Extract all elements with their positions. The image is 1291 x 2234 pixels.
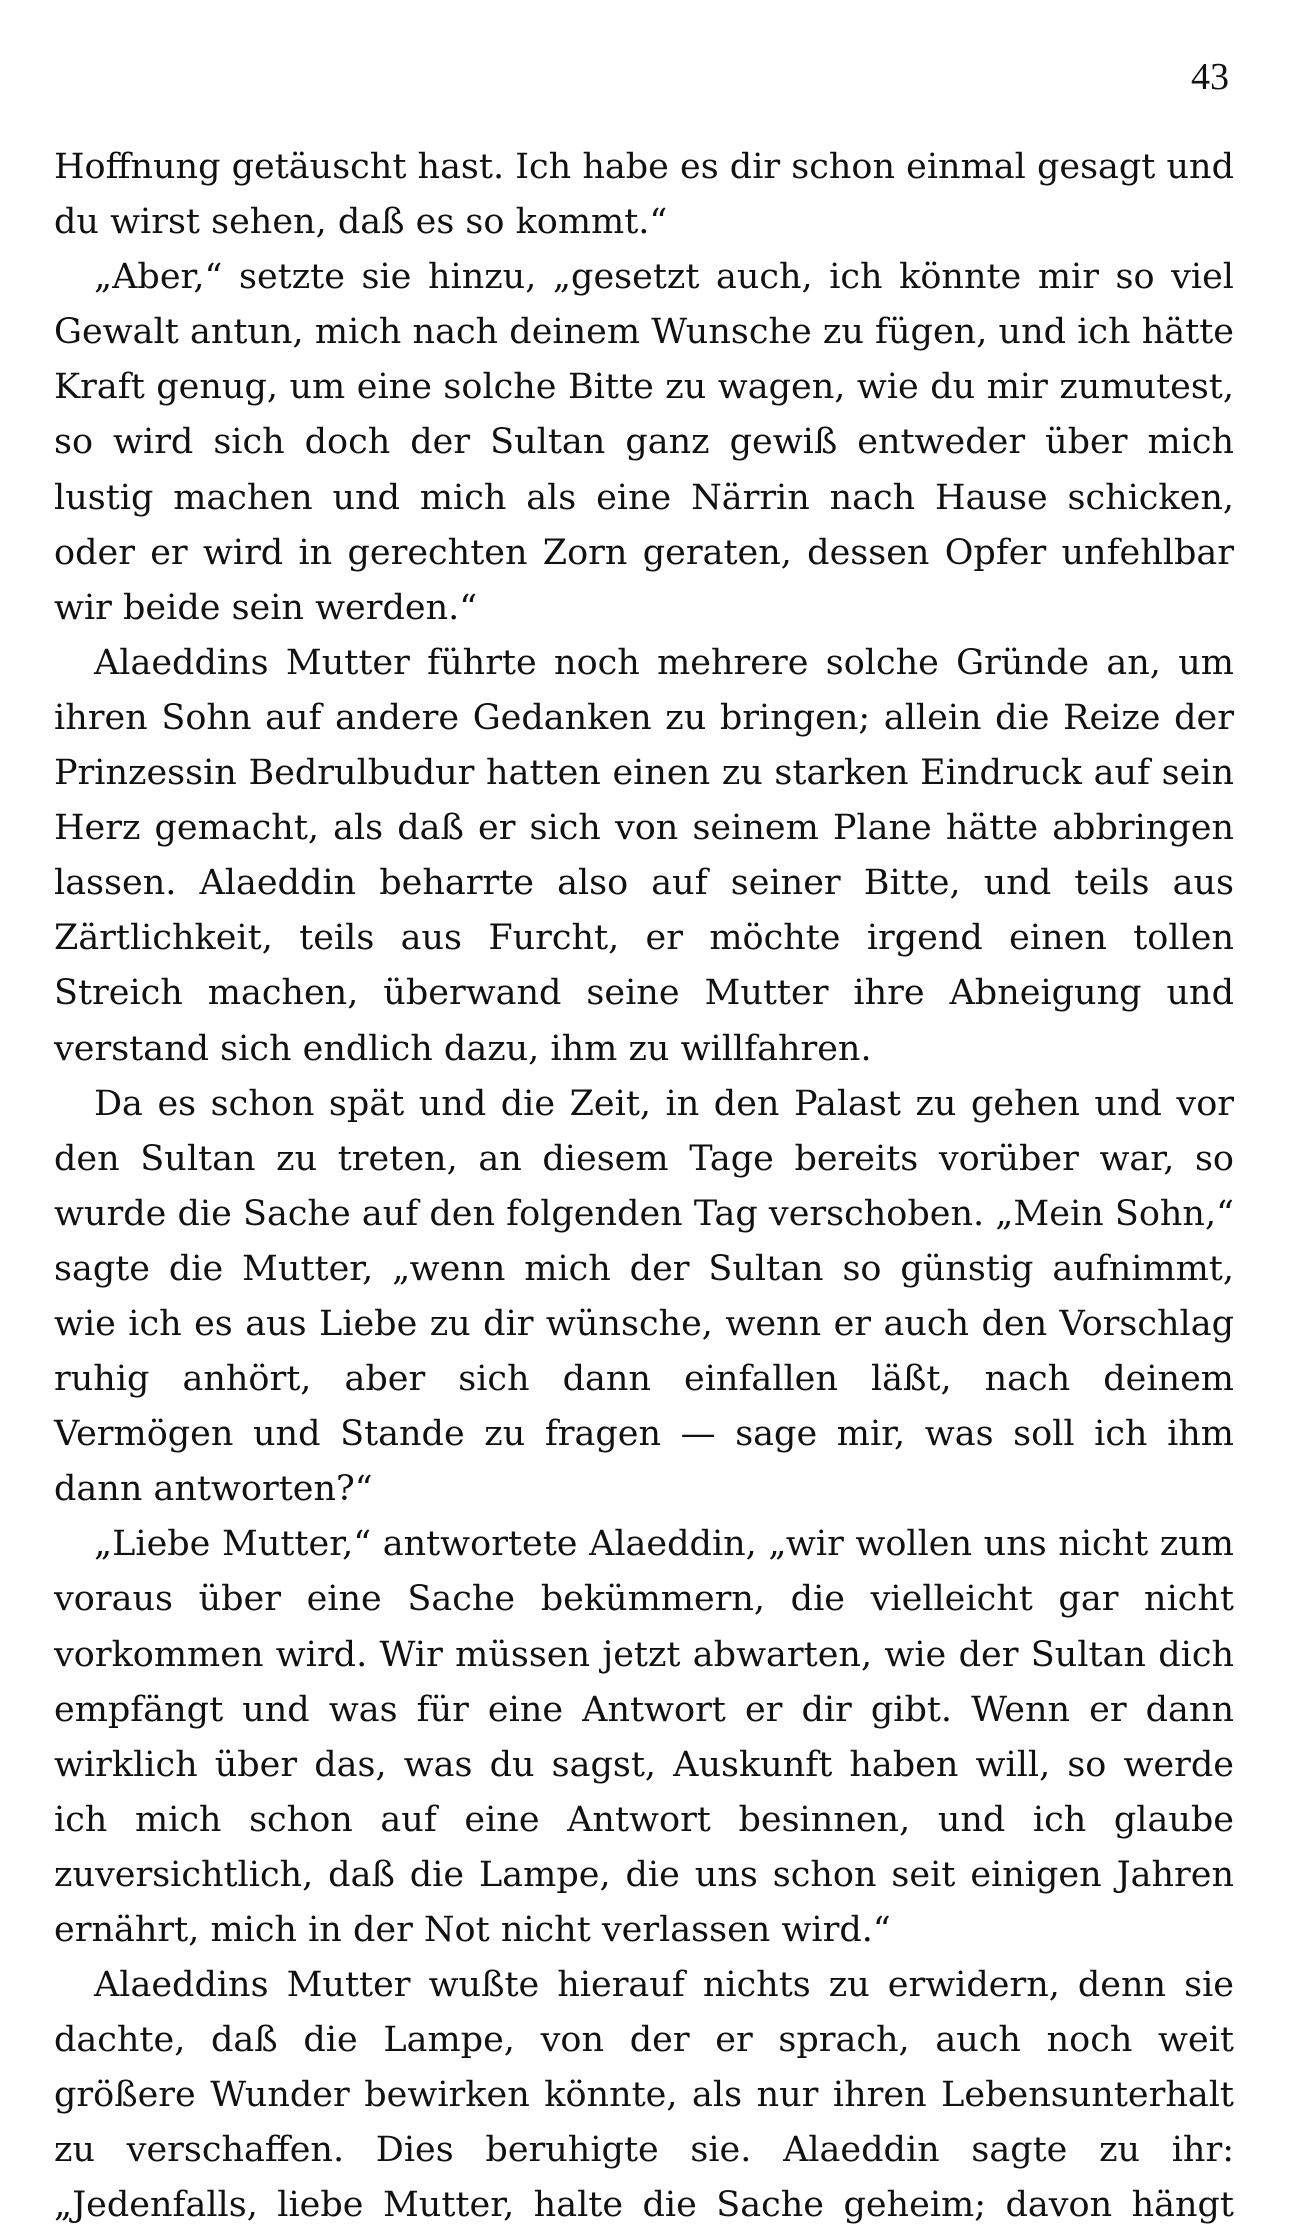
paragraph-4: Da es schon spät und die Zeit, in den Palast zu gehen und vor den Sultan zu treten, an diesem Tage bereits vorüber war, so wurde die Sache auf den folgenden Tag verschoben. „Mein Sohn,“ sagte die Mutter, „wenn mich der Sultan so günstig aufnimmt, wie ich es aus Liebe zu dir wünsche, wenn er auch den Vorschlag ruhig anhört, aber sich dann einfallen läßt, nach deinem Vermögen und Stande zu fragen — sage mir, was soll ich ihm dann antworten?“ <box>54 1083 1234 1510</box>
paragraph-1: Hoffnung getäuscht hast. Ich habe es dir schon einmal gesagt und du wirst sehen, daß es so kommt.“ <box>54 147 1234 243</box>
paragraph-3: Alaeddins Mutter führte noch mehrere solche Gründe an, um ihren Sohn auf andere Gedanken zu bringen; allein die Reize der Prinzessin Bedrulbudur hatten einen zu starken Eindruck auf sein Herz gemacht, als daß er sich von seinem Plane hätte abbringen lassen. Alaeddin beharrte also auf seiner Bitte, und teils aus Zärtlichkeit, teils aus Furcht, er möchte irgend einen tollen Streich machen, überwand seine Mutter ihre Abneigung und verstand sich endlich dazu, ihm zu willfahren. <box>54 642 1234 1069</box>
paragraph-2: „Aber,“ setzte sie hinzu, „gesetzt auch, ich könnte mir so viel Gewalt antun, mich nach deinem Wunsche zu fügen, und ich hätte Kraft genug, um eine solche Bitte zu wagen, wie du mir zumutest, so wird sich doch der Sultan ganz gewiß entweder über mich lustig machen und mich als eine Närrin nach Hause schicken, oder er wird in gerechten Zorn geraten, dessen Opfer unfehlbar wir beide sein werden.“ <box>54 257 1234 628</box>
paragraph-5: „Liebe Mutter,“ antwortete Alaeddin, „wir wollen uns nicht zum voraus über eine Sache bekümmern, die vielleicht gar nicht vorkommen wird. Wir müssen jetzt abwarten, wie der Sultan dich empfängt und was für eine Antwort er dir gibt. Wenn er dann wirklich über das, was du sagst, Auskunft haben will, so werde ich mich schon auf eine Antwort besinnen, und ich glaube zuversichtlich, daß die Lampe, die uns schon seit einigen Jahren ernährt, mich in der Not nicht verlassen wird.“ <box>54 1524 1234 1950</box>
page-number: 43 <box>1191 56 1229 98</box>
paragraph-6: Alaeddins Mutter wußte hierauf nichts zu erwidern, denn sie dachte, daß die Lampe, von der er sprach, auch noch weit größere Wunder bewirken könnte, als nur ihren Lebensunterhalt zu verschaffen. Dies beruhigte sie. Alaeddin sagte zu ihr: „Jedenfalls, liebe Mutter, halte die Sache geheim; davon hängt <box>54 1965 1234 2226</box>
page-body-text <box>54 140 1234 2234</box>
